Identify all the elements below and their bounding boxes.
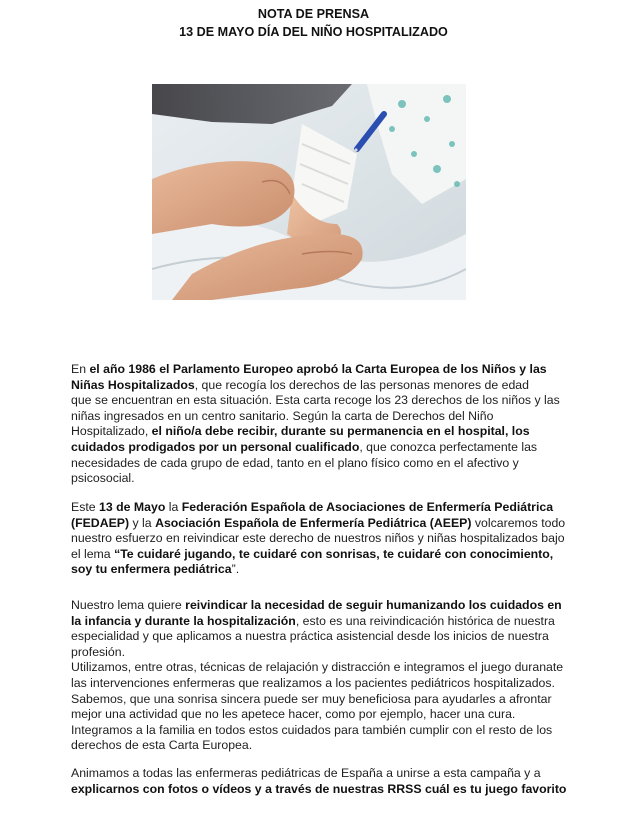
text-line: niñas ingresados en un centro sanitario. Según la carta de Derechos del Niño [71, 408, 494, 423]
paragraph-carta-europea [71, 362, 560, 487]
text-line: necesidades de cada grupo de edad, tanto en el plano físico como en el afectivo y [71, 455, 519, 470]
text-line: Sabemos, que una sonrisa sincera puede ser muy beneficiosa para ayudarles a afrontar [71, 691, 552, 706]
text-line: la infancia y durante la hospitalización, esto es una reivindicación histórica de nuestra [71, 613, 555, 628]
text-line: (FEDAEP) y la Asociación Española de Enfermería Pediátrica (AEEP) volcaremos todo [71, 515, 566, 530]
text-line: Utilizamos, entre otras, técnicas de relajación y distracción e integramos el juego duranate [71, 660, 564, 675]
text-line: soy tu enfermera pediátrica”. [71, 562, 240, 577]
text-line: que se encuentran en esta situación. Esta carta recoge los 23 derechos de los niños y las [71, 393, 560, 408]
paragraph-nuestro-lema [71, 598, 564, 754]
text-line: Niñas Hospitalizados, que recogía los derechos de las personas menores de edad [71, 377, 529, 392]
paragraph-animamos [71, 766, 567, 797]
text-line: profesión. [71, 644, 126, 659]
text-line: Hospitalizado, el niño/a debe recibir, durante su permanencia en el hospital, los [71, 424, 530, 439]
text-line: Este 13 de Mayo la Federación Española de Asociaciones de Enfermería Pediátrica [71, 500, 554, 514]
text-line: psicosocial. [71, 471, 135, 486]
text-line: Integramos a la familia en todos estos cuidados para también cumplir con el resto de los [71, 722, 553, 737]
text-line: explicarnos con fotos o vídeos y a través de nuestras RRSS cuál es tu juego favorito [71, 781, 567, 796]
text-line: mejor una actividad que no les apetece hacer, como por ejemplo, hacer una cura. [71, 707, 516, 722]
document-header [0, 5, 627, 41]
text-line: cuidados prodigados por un personal cualificado, que conozca perfectamente las [71, 439, 538, 454]
text-line: Nuestro lema quiere reivindicar la necesidad de seguir humanizando los cuidados en [71, 598, 562, 612]
text-line: En el año 1986 el Parlamento Europeo aprobó la Carta Europea de los Niños y las [71, 362, 547, 376]
press-release-subtitle: 13 DE MAYO DÍA DEL NIÑO HOSPITALIZADO [179, 25, 448, 39]
press-release-title: NOTA DE PRENSA [257, 7, 370, 21]
hospital-child-hands-photo [152, 84, 466, 300]
text-line: especialidad y que aplicamos a nuestra práctica asistencial desde los inicios de nuestra [71, 629, 549, 644]
text-line: las intervenciones enfermeras que realizamos a los pacientes pediátricos hospitalizados. [71, 675, 555, 690]
paragraph-13-mayo [71, 500, 566, 578]
text-line: derechos de esta Carta Europea. [71, 738, 253, 753]
text-line: Animamos a todas las enfermeras pediátricas de España a unirse a esta campaña y a [71, 766, 541, 780]
text-line: nuestro esfuerzo en reivindicar este derecho de nuestros niños y niñas hospitalizados bajo [71, 531, 565, 546]
text-line: el lema “Te cuidaré jugando, te cuidaré con sonrisas, te cuidaré con conocimiento, [71, 546, 554, 561]
